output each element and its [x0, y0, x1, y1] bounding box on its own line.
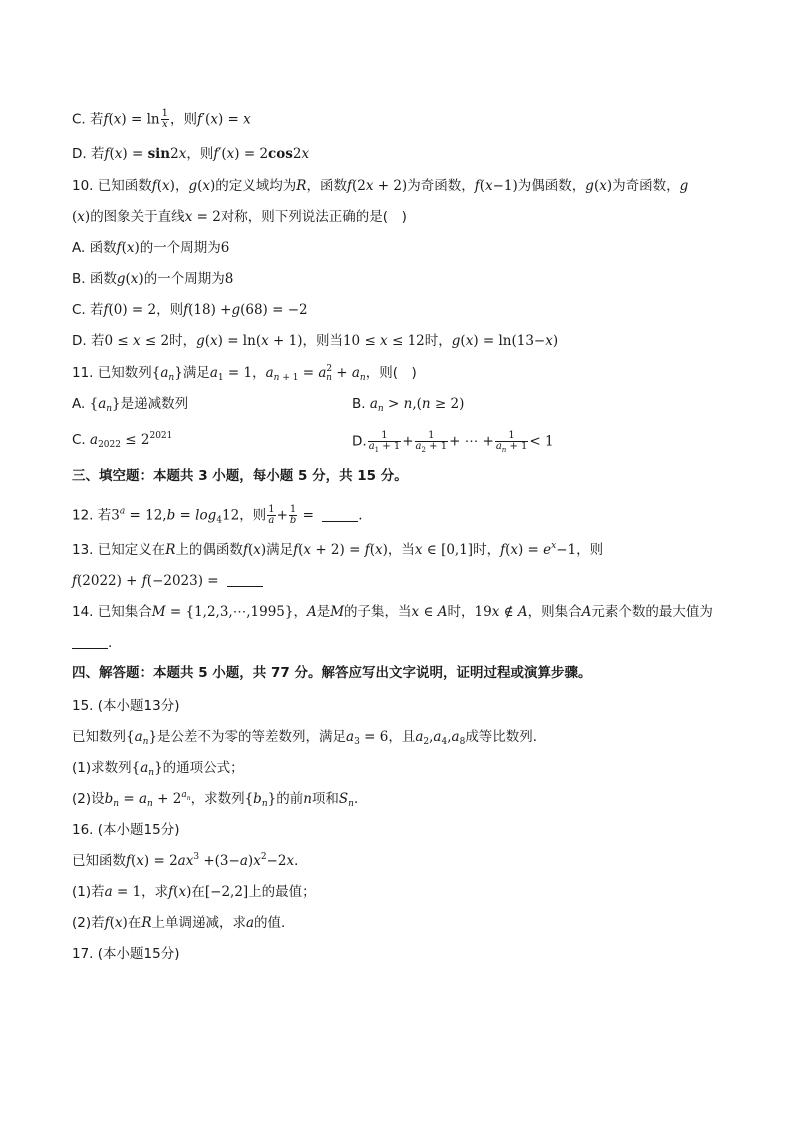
answer-blank — [322, 508, 358, 522]
q10-option-d: D. 若0 ≤ x ≤ 2时，g(x) = ln(x + 1)，则当10 ≤ x ≤ 12时，g(x) = ln(13−x) — [72, 333, 559, 349]
q16-heading: 16. (本小题15分) — [72, 822, 180, 838]
answer-blank — [72, 635, 108, 649]
q10-option-a: A. 函数f(x)的一个周期为6 — [72, 240, 230, 256]
fraction: $\frac{1}{x}$ — [161, 108, 168, 130]
q17-heading: 17. (本小题15分) — [72, 946, 180, 962]
q9-option-d: D. 若f(x) = sin2x，则f′(x) = 2cos2x — [72, 146, 310, 162]
q11-stem: 11. 已知数列$\{a_n\}$满足$a_1 = 1$，$a_{n + 1} = a^2_n + a_n$，则( ) — [72, 364, 417, 383]
q12: 12. 若$3^a = 12,b = \log_412$，则 $\frac{1}{a}$ + $\frac{1}{b}$ = . — [72, 504, 363, 526]
q10-stem-line2: (x)的图象关于直线x = 2对称，则下列说法正确的是( ) — [72, 209, 407, 225]
q10-option-b: B. 函数g(x)的一个周期为8 — [72, 271, 234, 287]
q10-stem-line1: 10. 已知函数f(x)，g(x)的定义域均为R，函数f(2x + 2)为奇函数，f(x−1)为偶函数，g(x)为奇函数，g — [72, 178, 689, 194]
q11-option-a: A. $\{a_n\}$是递减数列 — [72, 396, 189, 414]
q15-part2: (2)设$b_n = a_n + 2^{a_n}$，求数列$\{b_n\}$的前n项和$S_n$． — [72, 790, 368, 809]
q9-option-c: C. 若f(x) = ln $\frac{1}{x}$ ，则f′(x) = x — [72, 108, 251, 130]
q16-part1: (1)若a = 1，求f(x)在[−2,2]上的最值； — [72, 884, 316, 900]
q11-option-c: C. $a_{2022} \le 2^{2021}$ — [72, 431, 173, 450]
q13-line1: 13. 已知定义在R上的偶函数f(x)满足f(x + 2) = f(x)，当x ∈ [0,1]时，$f(x) = e^x-1$，则 — [72, 541, 604, 558]
section-3-heading: 三、填空题：本题共 3 小题，每小题 5 分，共 15 分。 — [72, 468, 408, 484]
q13-line2: f(2022) + f(−2023) = — [72, 572, 263, 590]
q15-heading: 15. (本小题13分) — [72, 698, 180, 714]
q14-line2: . — [72, 634, 112, 652]
q10-option-c: C. 若f(0) = 2，则f(18) +g(68) = −2 — [72, 302, 308, 318]
math: f — [103, 111, 109, 128]
q16-stem: 已知函数$f(x) = 2ax^3 +(3-a)x^2-2x$． — [72, 852, 308, 869]
q15-part1: (1)求数列$\{a_n\}$的通项公式； — [72, 760, 244, 778]
q16-part2: (2)若f(x)在R上单调递减，求a的值． — [72, 915, 295, 931]
section-4-heading: 四、解答题：本题共 5 小题，共 77 分。解答应写出文字说明，证明过程或演算步骤。 — [72, 665, 592, 681]
q14-line1: 14. 已知集合M = {1,2,3,⋯,1995}，A是M的子集，当x ∈ A时，19x ∉ A，则集合A元素个数的最大值为 — [72, 604, 713, 620]
q11-option-b: B. $a_n > n,(n \ge 2)$ — [352, 396, 465, 414]
q11-option-d: D. $\frac{1}{a_1 + 1}$ + $\frac{1}{a_2 + 1}$ + ⋯ + $\frac{1}{a_n + 1}$ < 1 — [352, 430, 554, 454]
answer-blank — [227, 573, 263, 587]
q15-stem: 已知数列$\{a_n\}$是公差不为零的等差数列，满足$a_3 = 6$，且$a_2,a_4,a_8$成等比数列． — [72, 729, 547, 747]
